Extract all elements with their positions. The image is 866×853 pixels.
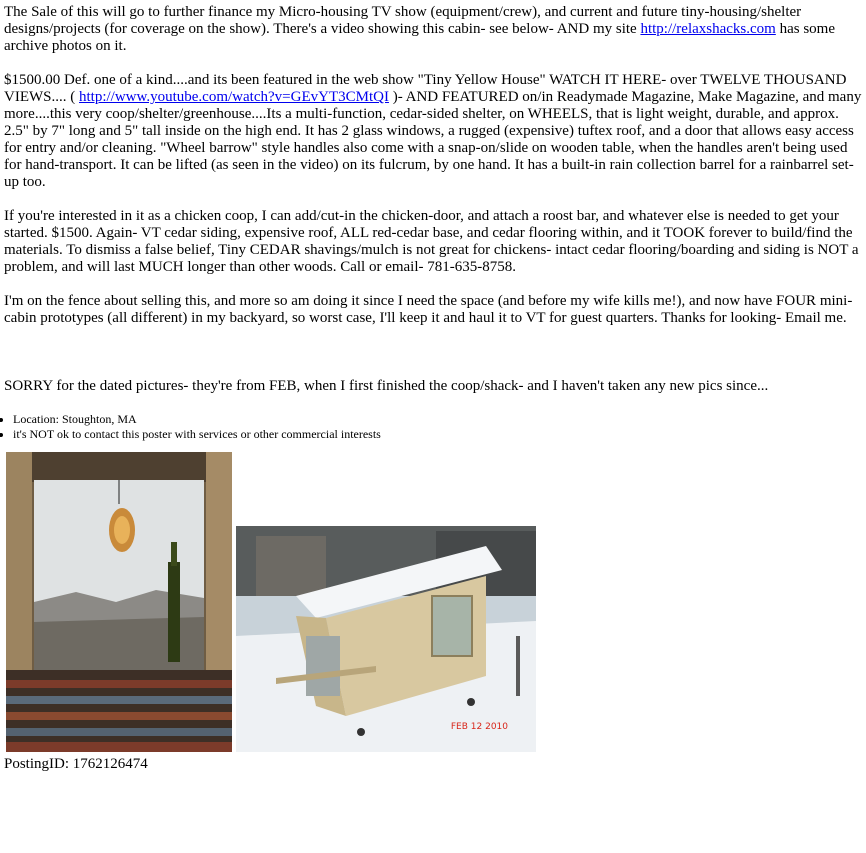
description-paragraph-3: If you're interested in it as a chicken coop, I can add/cut-in the chicken-door, and attach a roost bar, and whatever else is needed to get your started. $1500. Again- VT cedar siding, expensive roof, ALL red-cedar base, and cedar flooring within, and it TOOK forever to build/find the materials. To dismiss a false belief, Tiny CEDAR shavings/mulch is not great for chickens- intact cedar flooring/boarding and siding is NOT a problem, and will last MUCH longer than other woods. Call or email- 781-635-8758.	[4, 208, 859, 275]
description-paragraph-1	[4, 4, 862, 55]
youtube-link[interactable]: http://www.youtube.com/watch?v=GEvYT3CMtQI	[79, 89, 389, 105]
photo-gallery	[6, 452, 862, 752]
posting-meta-list	[4, 412, 862, 442]
posting-id: PostingID: 1762126474	[4, 756, 148, 772]
exterior-photo[interactable]	[236, 526, 536, 752]
p1-text-end: has some archive photos on it.	[4, 21, 836, 54]
interior-photo-image	[6, 452, 232, 752]
p1-text-start: The Sale of this will go to further finance my Micro-housing TV show (equipment/crew), and current and future tiny-housing/shelter designs/projects (for coverage on the show). There's a video showing this cabin- see below- AND my site	[4, 4, 802, 37]
photo-date-stamp: FEB 12 2010	[450, 722, 508, 732]
location-item: • Location: Stoughton, MA	[13, 412, 862, 427]
p2-text-start: $1500.00 Def. one of a kind....and its been featured in the web show "Tiny Yellow House" WATCH IT HERE- over TWELVE THOUSAND VIEWS.... (	[4, 72, 847, 105]
p2-text-end: )- AND FEATURED on/in Readymade Magazine, Make Magazine, and many more....this very coop/shelter/greenhouse....Its a multi-function, cedar-sided shelter, on WHEELS, that is light weight, durable, and approx. 2.5" by 7" long and 5" tall inside on the high end. It has 2 glass windows, a rugged (expensive) tuftex roof, and a door that allows easy access for entry and/or cleaning. "Wheel barrow" style handles also come with a snap-on/slide on wooden table, when the handles aren't being used for hand-transport. It can be lifted (as seen in the video) on its fulcrum, by one hand. It has a built-in rain collection barrel for a rainbarrel set-up too.	[4, 89, 862, 190]
relaxshacks-link[interactable]: http://relaxshacks.com	[640, 21, 776, 37]
spacer	[4, 344, 862, 378]
description-paragraph-2	[4, 72, 862, 191]
description-paragraph-5: SORRY for the dated pictures- they're from FEB, when I first finished the coop/shack- and I haven't taken any new pics since...	[4, 378, 769, 394]
interior-photo[interactable]	[6, 452, 232, 752]
description-paragraph-4: I'm on the fence about selling this, and more so am doing it since I need the space (and before my wife kills me!), and now have FOUR mini-cabin prototypes (all different) in my backyard, so worst case, I'll keep it and haul it to VT for guest quarters. Thanks for looking- Email me.	[4, 293, 853, 326]
contact-notice-item: • it's NOT ok to contact this poster with services or other commercial interests	[13, 427, 862, 442]
